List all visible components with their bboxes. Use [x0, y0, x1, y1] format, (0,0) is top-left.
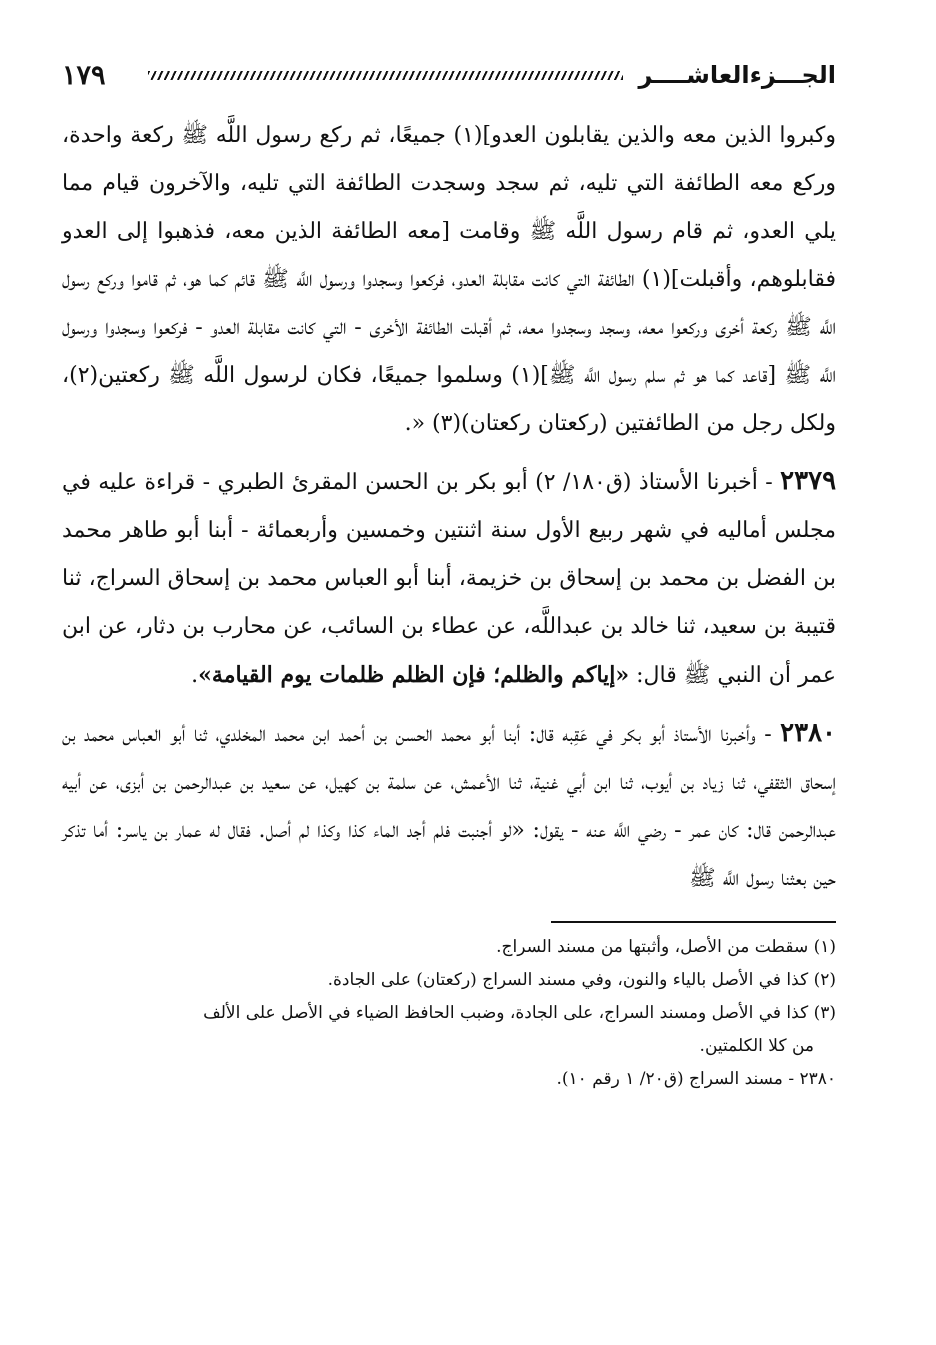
part-title: الجـــزءالعاشــــر: [638, 61, 836, 89]
hadith-number: ٢٣٧٩: [780, 466, 837, 496]
footnote-divider: [551, 921, 836, 923]
main-text: [62, 112, 836, 903]
hadith-2380: [62, 709, 836, 903]
intro-paragraph: وكبروا الذين معه والذين يقابلون العدو](١) جميعًا، ثم ركع رسول اللَّه ﷺ ركعة واحدة، وركع معه الطائفة التي تليه، ثم سجد وسجدت الطائفة التي تليه، والآخرون قيام مما يلي العدو، ثم قام رسول اللَّه ﷺ وقامت [معه الطائفة الذين معه، فذهبوا إلى العدو فقابلوهم، وأقبلت](١) الطائفة التي كانت مقابلة العدو، فركعوا وسجدوا ورسول اللَّه ﷺ قائم كما هو، ثم قاموا وركع رسول اللَّه ﷺ ركعة أخرى وركعوا معه، وسجد وسجدوا معه، ثم أقبلت الطائفة الأخرى - التي كانت مقابلة العدو - فركعوا وسجدوا ورسول اللَّه ﷺ [قاعد كما هو ثم سلم رسول اللَّه ﷺ](١) وسلموا جميعًا، فكان لرسول اللَّه ﷺ ركعتين(٢)، ولكل رجل من الطائفتين (ركعتان ركعتان)(٣) «.: [62, 123, 837, 436]
footnotes: [62, 931, 836, 1096]
hadith-2379: [62, 457, 836, 700]
footnote-3-text: (٣) كذا في الأصل ومسند السراج، على الجادة، وضبب الحافظ الضياء في الأصل على الألف: [203, 1003, 836, 1023]
footnote-1: (١) سقطت من الأصل، وأثبتها من مسند السراج.: [496, 937, 836, 957]
hadith-text: - وأخبرنا الأستاذ أبو بكر في عَقِبه قال: أبنا أبو محمد الحسن بن أحمد ابن محمد المخلدي، ثنا أبو العباس محمد بن إسحاق الثقفي، ثنا زياد بن أيوب، ثنا ابن أبي غنية، ثنا الأعمش، عن سلمة بن كهيل، عن سعيد بن عبدالرحمن بن أبزى، عن أبيه عبدالرحمن قال: كان عمر - رضي اللَّه عنه - يقول: «لو أجنبت فلم أجد الماء كذا وكذا لم أصل. فقال له عمار بن ياسر: أما تذكر حين بعثنا رسول اللَّه ﷺ: [62, 722, 836, 891]
hadith-number: ٢٣٨٠: [780, 718, 836, 748]
page-number: ١٧٩: [62, 59, 106, 91]
footnote-2380-source: ٢٣٨٠ - مسند السراج (ق٢٠/ ١ رقم ١٠).: [556, 1069, 836, 1089]
footnote-3-continuation: من كلا الكلمتين.: [699, 1036, 814, 1056]
hadith-quote: «إياكم والظلم؛ فإن الظلم ظلمات يوم القيامة»: [198, 662, 630, 688]
header-decorative-rule: [148, 71, 623, 80]
page-header: [62, 50, 836, 100]
hadith-end: .: [191, 663, 199, 688]
hadith-text: - أخبرنا الأستاذ (ق١٨٠/ ٢) أبو بكر بن الحسن المقرئ الطبري - قراءة عليه في مجلس أماليه في شهر ربيع الأول سنة اثنتين وخمسين وأربعمائة - أبنا أبو طاهر محمد بن الفضل بن محمد بن إسحاق بن خزيمة، أبنا أبو العباس محمد بن إسحاق السراج، ثنا قتيبة بن سعيد، ثنا خالد بن عبداللَّه، عن عطاء بن السائب، عن محارب بن دثار، عن ابن عمر أن النبي ﷺ قال:: [62, 470, 836, 688]
footnote-3: [62, 997, 836, 1063]
footnote-2: (٢) كذا في الأصل بالياء والنون، وفي مسند السراج (ركعتان) على الجادة.: [327, 970, 836, 990]
